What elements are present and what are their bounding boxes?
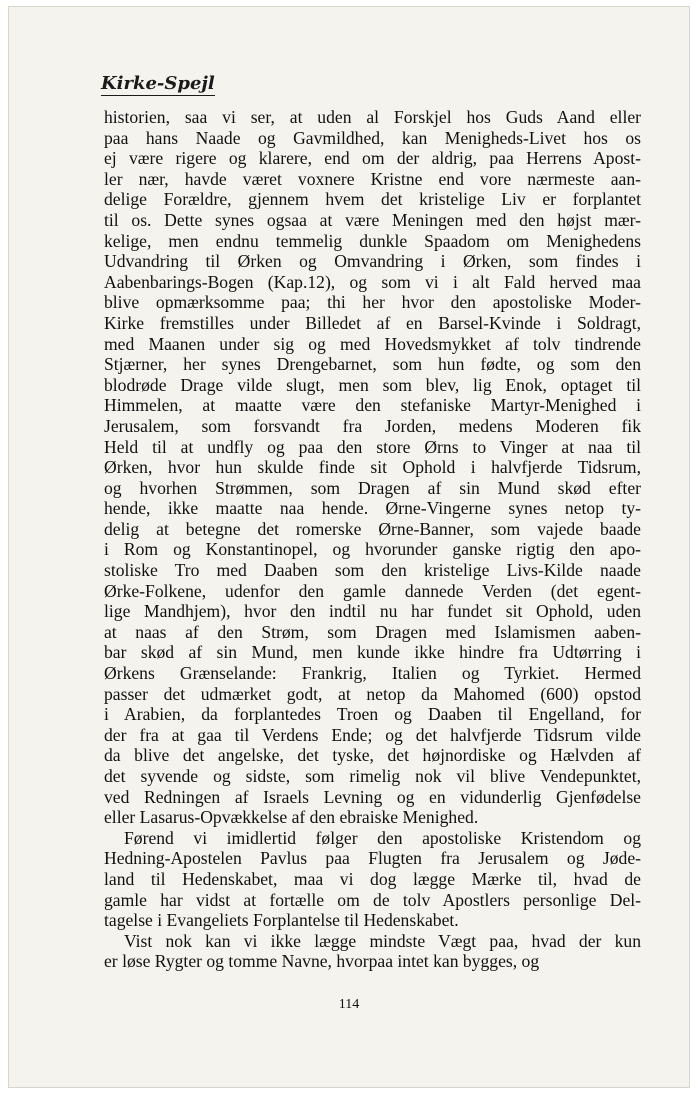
text-line: i Arabien, da forplantedes Troen og Daaben til Engelland, for xyxy=(104,704,641,725)
text-line: hende, ikke maatte naa hende. Ørne-Vingerne synes netop ty- xyxy=(104,498,641,519)
text-line: bar skød af sin Mund, men kunde ikke hindre fra Udtørring i xyxy=(104,642,641,663)
text-line: gamle har vidst at fortælle om de tolv Apostlers personlige Del- xyxy=(104,889,641,910)
text-line: historien, saa vi ser, at uden al Forskjel hos Guds Aand eller xyxy=(104,107,641,127)
text-line: Førend vi imidlertid følger den apostoliske Kristendom og xyxy=(124,827,641,848)
text-line: Ørke-Folkene, udenfor den gamle dannede Verden (det egent- xyxy=(104,580,641,601)
text-line: ler nær, havde været voxnere Kristne end vore nærmeste aan- xyxy=(104,168,641,189)
text-line: kelige, men endnu temmelig dunkle Spaadom om Menighedens xyxy=(104,230,641,251)
text-line: blive opmærksomme paa; thi her hvor den apostoliske Moder- xyxy=(104,292,641,313)
text-line: Ørken, hvor hun skulde finde sit Ophold i halvfjerde Tidsrum, xyxy=(104,457,641,478)
text-line: med Maanen under sig og med Hovedsmykket af tolv tindrende xyxy=(104,333,641,354)
text-line: da blive det angelske, det tyske, det højnordiske og Hælvden af xyxy=(104,745,641,766)
text-line: Jerusalem, som forsvandt fra Jorden, medens Moderen fik xyxy=(104,415,641,436)
text-line: ej være rigere og klarere, end om der aldrig, paa Herrens Apost- xyxy=(104,148,641,169)
text-line: Stjærner, her synes Drengebarnet, som hun fødte, og som den xyxy=(104,354,641,375)
text-line: Held til at undfly og paa den store Ørns to Vinger at naa til xyxy=(104,436,641,457)
text-line: blodrøde Drage vilde slugt, men som blev, lig Enok, optaget til xyxy=(104,374,641,395)
text-line: og hvorhen Strømmen, som Dragen af sin Mund skød efter xyxy=(104,477,641,498)
text-line: Himmelen, at maatte være den stefaniske Martyr-Menighed i xyxy=(104,395,641,416)
page-number: 114 xyxy=(338,997,360,1012)
text-line: i Rom og Konstantinopel, og hvorunder ganske rigtig den apo- xyxy=(104,539,641,560)
running-title: Kirke-Spejl xyxy=(101,73,215,94)
text-line: til os. Dette synes ogsaa at være Meningen med den højst mær- xyxy=(104,209,641,230)
text-line: Ørkens Grænselande: Frankrig, Italien og Tyrkiet. Hermed xyxy=(104,663,641,684)
text-line: det syvende og sidste, som rimelig nok vil blive Vendepunktet, xyxy=(104,766,641,786)
text-line: tagelse i Evangeliets Forplantelse til Hedenskabet. xyxy=(104,910,459,931)
text-line: stoliske Tro med Daaben som den kristelige Livs-Kilde naade xyxy=(104,560,641,581)
text-line: lige Mandhjem), hvor den indtil nu har fundet sit Ophold, uden xyxy=(104,601,641,622)
text-line: Hedning-Apostelen Pavlus paa Flugten fra Jerusalem og Jøde- xyxy=(104,848,641,869)
text-line: delige Forældre, gjennem hvem det kristelige Liv er forplantet xyxy=(104,189,641,210)
text-line: delig at betegne det romerske Ørne-Banner, som vajede baade xyxy=(104,518,641,539)
text-line: at naas af den Strøm, som Dragen med Islamismen aaben- xyxy=(104,621,641,642)
text-line: passer det udmærket godt, at netop da Mahomed (600) opstod xyxy=(104,683,641,704)
text-line: er løse Rygter og tomme Navne, hvorpaa intet kan bygges, og xyxy=(104,951,540,972)
text-line: land til Hedenskabet, maa vi dog lægge Mærke til, hvad de xyxy=(104,868,641,889)
body-text xyxy=(104,107,641,972)
text-line: ved Redningen af Israels Levning og en vidunderlig Gjenfødelse xyxy=(104,786,641,807)
text-line: Vist nok kan vi ikke lægge mindste Vægt paa, hvad der kun xyxy=(124,930,641,951)
text-line: Aabenbarings-Bogen (Kap.12), og som vi i alt Fald herved maa xyxy=(104,271,641,292)
text-line: paa hans Naade og Gavmildhed, kan Menigheds-Livet hos os xyxy=(104,127,641,148)
text-line: eller Lasarus-Opvækkelse af den ebraiske Menighed. xyxy=(104,807,479,828)
text-line: der fra at gaa til Verdens Ende; og det halvfjerde Tidsrum vilde xyxy=(104,724,641,745)
text-line: Kirke fremstilles under Billedet af en Barsel-Kvinde i Soldragt, xyxy=(104,312,641,333)
text-line: Udvandring til Ørken og Omvandring i Ørken, som findes i xyxy=(104,251,641,272)
